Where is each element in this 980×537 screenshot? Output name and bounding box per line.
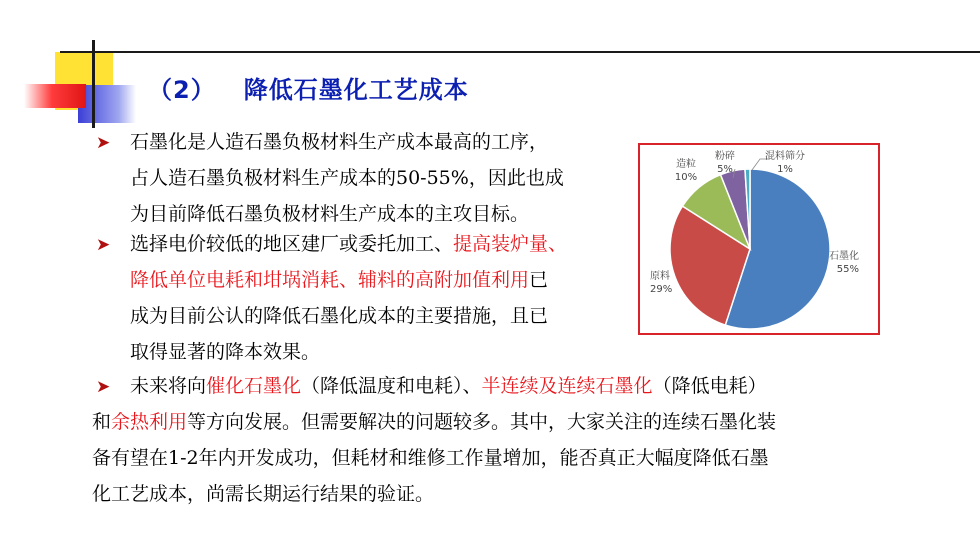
slice-category-label: 粉碎 <box>715 151 735 162</box>
highlight-text: 提高装炉量、 <box>453 233 568 255</box>
text-span: （降低温度和电耗）、 <box>301 375 482 397</box>
highlight-text: 催化石墨化 <box>206 375 302 397</box>
pie-chart <box>640 145 878 333</box>
slice-value-label: 29% <box>650 284 673 295</box>
title-number: （2） <box>148 76 216 104</box>
paragraph-3-line-4: 化工艺成本，尚需长期运行结果的验证。 <box>92 483 435 505</box>
decor-red-bar <box>24 84 86 108</box>
paragraph-2-line-1 <box>130 226 567 262</box>
slice-value-label: 55% <box>836 264 859 275</box>
paragraph-1-line-1: 石墨化是人造石墨负极材料生产成本最高的工序， <box>130 131 549 153</box>
decor-blue-square <box>78 85 136 123</box>
slice-value-label: 1% <box>777 164 793 175</box>
text-span: 已 <box>529 269 549 291</box>
text-span: （降低电耗） <box>652 375 767 397</box>
slice-category-label: 石墨化 <box>829 251 859 262</box>
paragraph-1-line-3: 为目前降低石墨负极材料生产成本的主攻目标。 <box>130 203 530 225</box>
page-title <box>148 70 469 105</box>
decor-horizontal-line <box>60 51 980 53</box>
paragraph-3-line-1 <box>92 368 776 404</box>
slice-category-label: 原料 <box>650 271 670 282</box>
pie-chart-frame <box>638 143 880 335</box>
paragraph-1 <box>130 124 564 232</box>
text-span: 等方向发展。但需要解决的问题较多。其中，大家关注的连续石墨化装 <box>187 411 777 433</box>
paragraph-3-line-2 <box>92 404 776 440</box>
slice-category-label: 造粒 <box>676 159 696 170</box>
slice-category-label: 混料筛分 <box>765 151 805 162</box>
highlight-text: 余热利用 <box>111 411 188 433</box>
paragraph-3 <box>92 368 776 512</box>
bullet-arrow-icon: ➤ <box>96 235 111 255</box>
text-span: 和 <box>92 411 112 433</box>
bullet-arrow-icon: ➤ <box>96 133 111 153</box>
paragraph-2-line-3: 成为目前公认的降低石墨化成本的主要措施，且已 <box>130 305 549 327</box>
slice-value-label: 5% <box>717 164 733 175</box>
paragraph-3-line-3: 备有望在1-2年内开发成功，但耗材和维修工作量增加，能否真正大幅度降低石墨 <box>92 447 769 469</box>
bullet-arrow-icon: ➤ <box>96 377 111 397</box>
paragraph-1-line-2: 占人造石墨负极材料生产成本的50-55%，因此也成 <box>130 167 564 189</box>
text-span: 选择电价较低的地区建厂或委托加工、 <box>130 233 454 255</box>
paragraph-2 <box>130 226 567 370</box>
title-text: 降低石墨化工艺成本 <box>243 76 469 104</box>
paragraph-2-line-4: 取得显著的降本效果。 <box>130 341 321 363</box>
slice-value-label: 10% <box>674 172 698 183</box>
highlight-text: 半连续及连续石墨化 <box>481 375 653 397</box>
paragraph-2-line-2 <box>130 262 567 298</box>
highlight-text: 降低单位电耗和坩埚消耗、辅料的高附加值利用 <box>130 269 530 291</box>
decor-vertical-line <box>92 40 95 128</box>
text-span: 未来将向 <box>130 375 207 397</box>
